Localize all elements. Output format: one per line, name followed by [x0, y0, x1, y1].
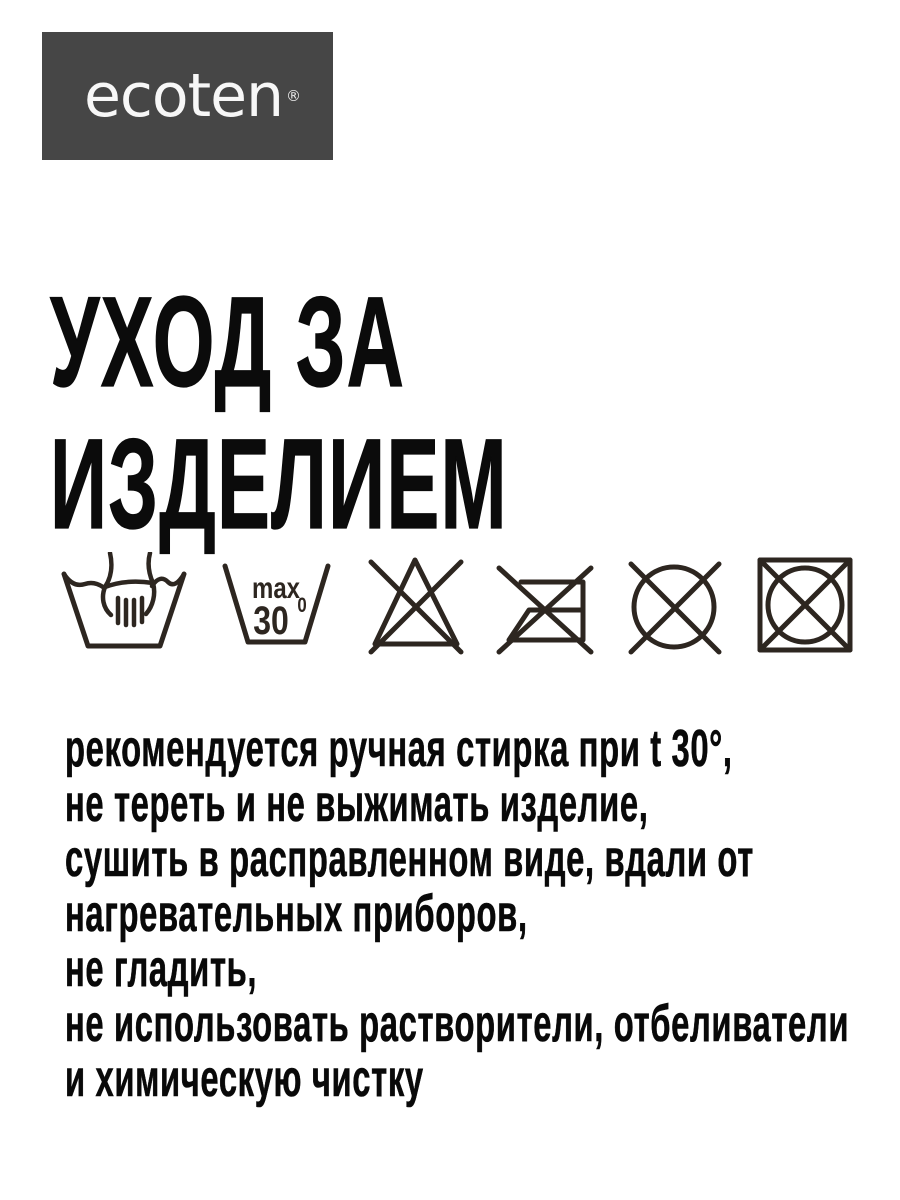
hand-wash-icon: [58, 552, 188, 656]
page-title-line-2: ИЗДЕЛИЕМ: [50, 412, 508, 556]
care-line: рекомендуется ручная стирка при t 30°,: [65, 720, 733, 778]
page-title: [50, 272, 856, 556]
brand-logo-text: ecoten: [83, 61, 284, 131]
wash-max-30-icon: [213, 552, 340, 656]
care-instructions-text: [65, 722, 856, 1107]
wash-temp-value: 30: [253, 597, 289, 643]
care-line: нагревательных приборов,: [65, 885, 528, 943]
do-not-dry-clean-icon: [621, 552, 727, 656]
do-not-tumble-dry-icon: [752, 552, 858, 656]
care-line: не тереть и не выжимать изделие,: [65, 775, 649, 833]
wash-temp-superscript: 0: [297, 594, 307, 618]
care-line: сушить в расправленном виде, вдали от: [65, 830, 754, 888]
do-not-iron-icon: [491, 552, 596, 656]
care-line: и химическую чистку: [65, 1050, 424, 1108]
care-line: не использовать растворители, отбеливатели: [65, 995, 850, 1053]
care-line: не гладить,: [65, 940, 258, 998]
page-title-line-1: УХОД ЗА: [50, 270, 406, 414]
registered-trademark-icon: ®: [286, 87, 302, 105]
wash-max-label: max: [252, 570, 301, 605]
brand-logo-box: [42, 32, 333, 160]
do-not-bleach-icon: [365, 552, 465, 656]
care-symbols-row: [58, 552, 858, 656]
